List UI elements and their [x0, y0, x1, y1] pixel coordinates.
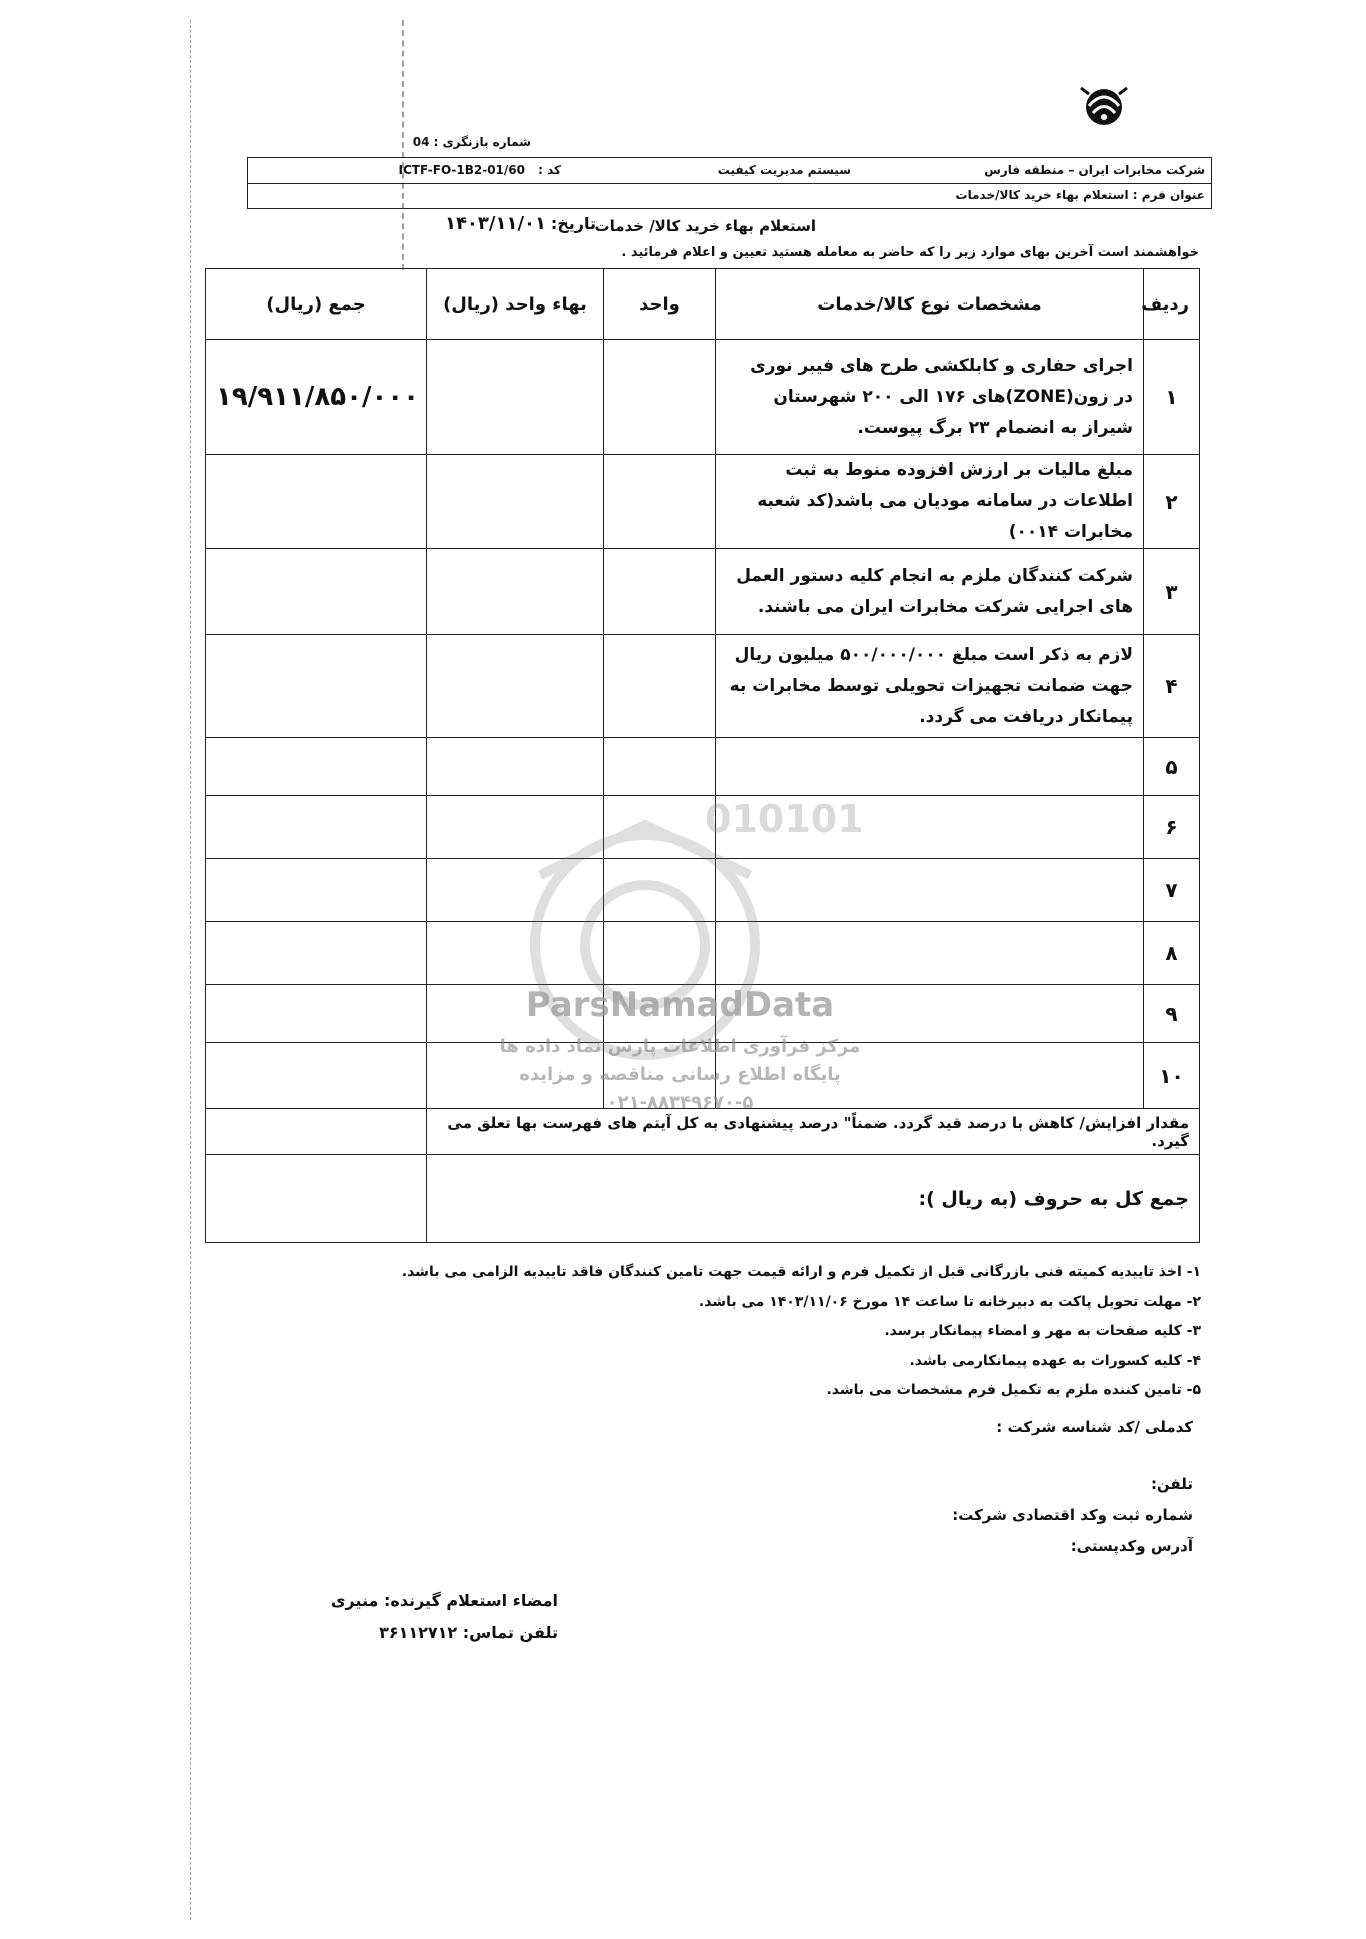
- row-unit-price[interactable]: [427, 635, 604, 738]
- row-total[interactable]: [206, 985, 427, 1043]
- quality-system: سیستم مدیریت کیفیت: [717, 163, 851, 177]
- watermark-binary: 010101: [705, 797, 864, 841]
- row-number: ۲: [1144, 455, 1200, 549]
- page-title: استعلام بهاء خرید کالا/ خدمات: [594, 217, 816, 235]
- company-name: شرکت مخابرات ایران – منطقه فارس: [984, 163, 1205, 177]
- row-spec: شرکت کنندگان ملزم به انجام کلیه دستور العمل های اجرایی شرکت مخابرات ایران می باشند.: [716, 549, 1144, 635]
- row-unit-price[interactable]: [427, 549, 604, 635]
- condition-item: ۱- اخذ تاییدیه کمیته فنی بازرگانی قبل از تکمیل فرم و ارائه قیمت جهت تامین کنندگان فاقد تاییدیه الزامی می باشد.: [401, 1264, 1201, 1280]
- intro-text: خواهشمند است آخرین بهای موارد زیر را که حاضر به معامله هستید تعیین و اعلام فرمائید .: [621, 245, 1199, 260]
- row-number: ۱۰: [1144, 1043, 1200, 1109]
- registration-field[interactable]: شماره ثبت وکد اقتصادی شرکت:: [952, 1506, 1193, 1524]
- contact-phone: تلفن تماس: ۳۶۱۱۲۷۱۲: [379, 1623, 558, 1642]
- row-number: ۴: [1144, 635, 1200, 738]
- row-spec: مبلغ مالیات بر ارزش افزوده منوط به ثبت اطلاعات در سامانه مودیان می باشد(کد شعبه مخابرات ۰۰۱۴): [716, 455, 1144, 549]
- national-id-field[interactable]: کدملی /کد شناسه شرکت :: [996, 1418, 1193, 1436]
- revision-number: شماره بازنگری : 04: [412, 135, 531, 149]
- watermark-line: مرکز فرآوری اطلاعات پارس نماد داده ها: [499, 1036, 861, 1057]
- condition-item: ۳- کلیه صفحات به مهر و امضاء پیمانکار برسد.: [884, 1323, 1201, 1339]
- signature-block: [258, 1585, 558, 1649]
- header-row-number: ردیف: [1144, 269, 1200, 340]
- row-total[interactable]: [206, 859, 427, 922]
- date-value: ۱۴۰۳/۱۱/۰۱: [444, 213, 546, 234]
- company-logo: [1075, 80, 1133, 130]
- scan-artifact-line: [190, 20, 192, 1920]
- row-spec: اجرای حفاری و کابلکشی طرح های فیبر نوری در زون(ZONE)های ۱۷۶ الی ۲۰۰ شهرستان شیراز به انضمام ۲۳ برگ پیوست.: [716, 340, 1144, 455]
- company-fields: [593, 1412, 1193, 1562]
- condition-item: ۲- مهلت تحویل پاکت به دبیرخانه تا ساعت ۱۴ مورخ ۱۴۰۳/۱۱/۰۶ می باشد.: [698, 1293, 1201, 1310]
- total-words-label: جمع کل به حروف (به ریال ):: [427, 1155, 1200, 1243]
- signer-name: امضاء استعلام گیرنده: منیری: [330, 1591, 558, 1610]
- watermark-brand: ParsNamadData: [525, 985, 835, 1025]
- table-row: [206, 1155, 1200, 1243]
- condition-item: ۵- تامین کننده ملزم به تکمیل فرم مشخصات می باشد.: [826, 1382, 1201, 1398]
- row-total[interactable]: [206, 549, 427, 635]
- scan-artifact-line: [402, 20, 405, 270]
- row-total[interactable]: [206, 796, 427, 859]
- row-spec: لازم به ذکر است مبلغ ۵۰۰/۰۰۰/۰۰۰ میلیون ریال جهت ضمانت تجهیزات تحویلی توسط مخابرات به پیمانکار دریافت می گردد.: [716, 635, 1144, 738]
- row-total[interactable]: [206, 455, 427, 549]
- row-number: ۱: [1144, 340, 1200, 455]
- table-row: [206, 635, 1200, 738]
- header-unit-price: بهاء واحد (ریال): [427, 269, 604, 340]
- row-number: ۳: [1144, 549, 1200, 635]
- row-total[interactable]: [206, 922, 427, 985]
- watermark-line: ۰۲۱-۸۸۳۴۹۶۷۰-۵: [606, 1092, 754, 1113]
- row-total[interactable]: [206, 635, 427, 738]
- form-header: [247, 157, 1212, 209]
- form-title: عنوان فرم : استعلام بهاء خرید کالا/خدمات: [955, 188, 1205, 202]
- row-number: ۹: [1144, 985, 1200, 1043]
- row-number: ۶: [1144, 796, 1200, 859]
- increase-note: مقدار افزایش/ کاهش با درصد قید گردد. ضمناً" درصد پیشنهادی به کل آیتم های فهرست بها تعلق می گیرد.: [427, 1109, 1200, 1155]
- row-total[interactable]: ۱۹/۹۱۱/۸۵۰/۰۰۰: [206, 340, 427, 455]
- row-unit[interactable]: [604, 635, 716, 738]
- watermark-caption: [470, 1033, 890, 1117]
- header-unit: واحد: [604, 269, 716, 340]
- row-unit[interactable]: [604, 455, 716, 549]
- condition-item: ۴- کلیه کسورات به عهده پیمانکارمی باشد.: [909, 1352, 1201, 1369]
- watermark-line: پایگاه اطلاع رسانی مناقصه و مزایده: [519, 1064, 841, 1085]
- increase-value[interactable]: [206, 1109, 427, 1155]
- row-unit[interactable]: [604, 549, 716, 635]
- table-row: [206, 340, 1200, 455]
- total-words-value[interactable]: [206, 1155, 427, 1243]
- row-number: ۸: [1144, 922, 1200, 985]
- table-row: [206, 549, 1200, 635]
- code-label: کد :: [538, 163, 561, 177]
- row-unit-price[interactable]: [427, 340, 604, 455]
- row-unit-price[interactable]: [427, 455, 604, 549]
- header-total: جمع (ریال): [206, 269, 427, 340]
- header-spec: مشخصات نوع کالا/خدمات: [716, 269, 1144, 340]
- row-number: ۵: [1144, 738, 1200, 796]
- row-number: ۷: [1144, 859, 1200, 922]
- row-total[interactable]: [206, 738, 427, 796]
- phone-field[interactable]: تلفن:: [1150, 1475, 1193, 1493]
- date-label: تاریخ:: [550, 214, 596, 233]
- row-unit[interactable]: [604, 340, 716, 455]
- address-field[interactable]: آدرس وکدپستی:: [1070, 1537, 1193, 1555]
- code-value: ICTF-FO-1B2-01/60: [398, 163, 525, 177]
- row-total[interactable]: [206, 1043, 427, 1109]
- conditions-list: [201, 1258, 1201, 1406]
- table-row: [206, 455, 1200, 549]
